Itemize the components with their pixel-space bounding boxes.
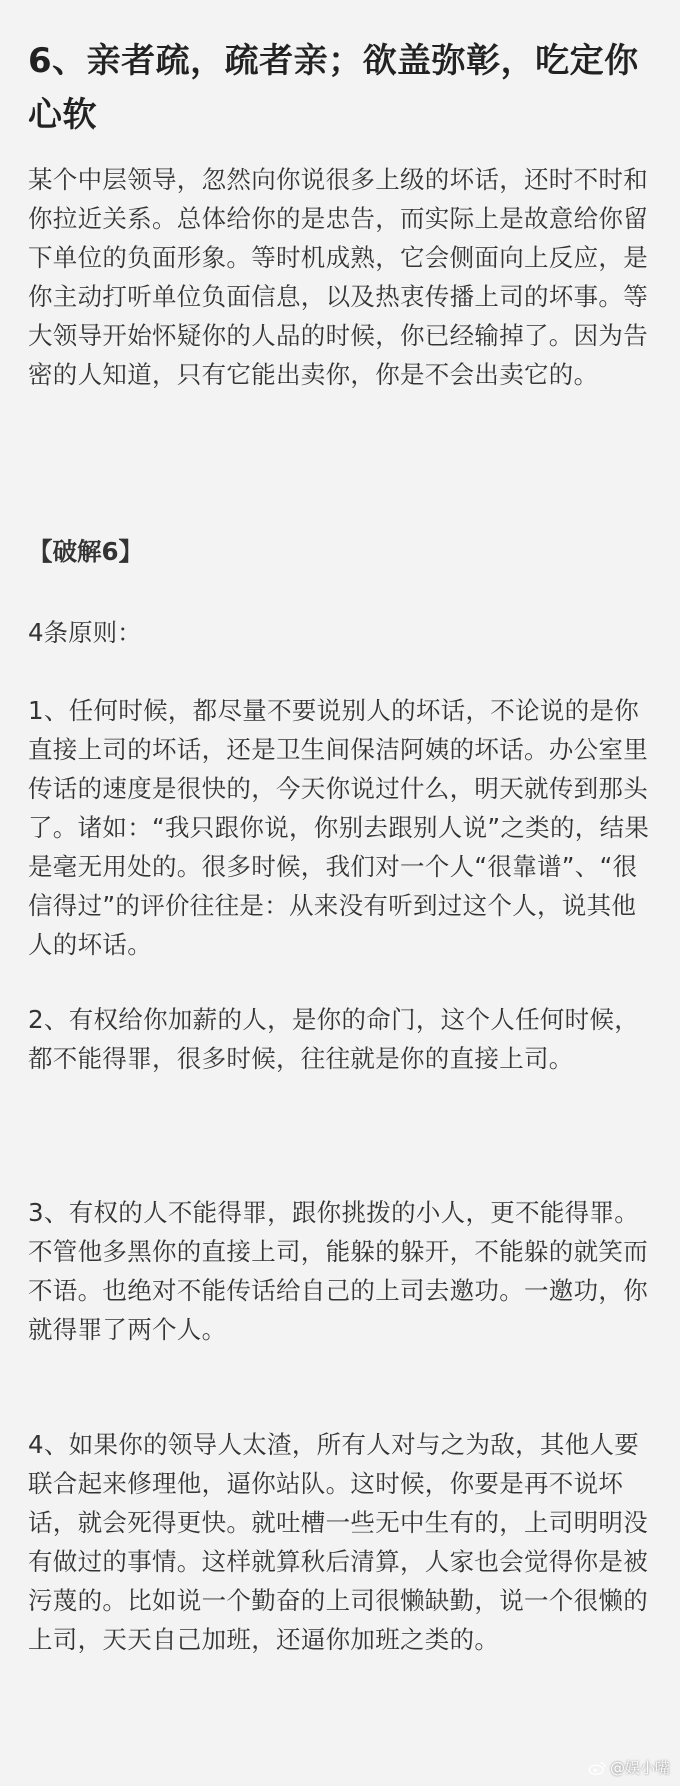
principle-item-4: 4、如果你的领导人太渣，所有人对与之为敌，其他人要联合起来修理他，逼你站队。这时候，你要是再不说坏话，就会死得更快。就吐槽一些无中生有的，上司明明没有做过的事情。这样就算秋后清算，人家也会觉得你是被污蔑的。比如说一个勤奋的上司很懒缺勤，说一个很懒的上司，天天自己加班，还逼你加班之类的。 bbox=[28, 1430, 648, 1654]
principle-item-2: 2、有权给你加薪的人，是你的命门，这个人任何时候，都不能得罪，很多时候，往往就是你的直接上司。 bbox=[28, 1005, 640, 1073]
principle-item-3: 3、有权的人不能得罪，跟你挑拨的小人，更不能得罪。不管他多黑你的直接上司，能躲的躲开，不能躲的就笑而不语。也绝对不能传话给自己的上司去邀功。一邀功，你就得罪了两个人。 bbox=[28, 1198, 648, 1344]
principles-label: 4条原则： bbox=[28, 618, 142, 647]
intro-paragraph: 某个中层领导，忽然向你说很多上级的坏话，还时不时和你拉近关系。总体给你的是忠告，而实际上是故意给你留下单位的负面形象。等时机成熟，它会侧面向上反应，是你主动打听单位负面信息，以及热衷传播上司的坏事。等大领导开始怀疑你的人品的时候，你已经输掉了。因为告密的人知道，只有它能出卖你，你是不会出卖它的。 bbox=[28, 165, 648, 389]
crack-heading: 【破解6】 bbox=[28, 537, 144, 566]
section-title: 6、亲者疏，疏者亲；欲盖弥彰，吃定你心软 bbox=[28, 41, 639, 135]
principle-item-1: 1、任何时候，都尽量不要说别人的坏话，不论说的是你直接上司的坏话，还是卫生间保洁阿姨的坏话。办公室里传话的速度是很快的，今天你说过什么，明天就传到那头了。诸如：“我只跟你说，你别去跟别人说”之类的，结果是毫无用处的。很多时候，我们对一个人“很靠谱”、“很信得过”的评价往往是：从来没有听到过这个人，说其他人的坏话。 bbox=[28, 696, 650, 959]
watermark bbox=[588, 1757, 670, 1778]
weibo-icon bbox=[588, 1761, 606, 1775]
watermark-text: @娱小嘴 bbox=[609, 1759, 670, 1777]
